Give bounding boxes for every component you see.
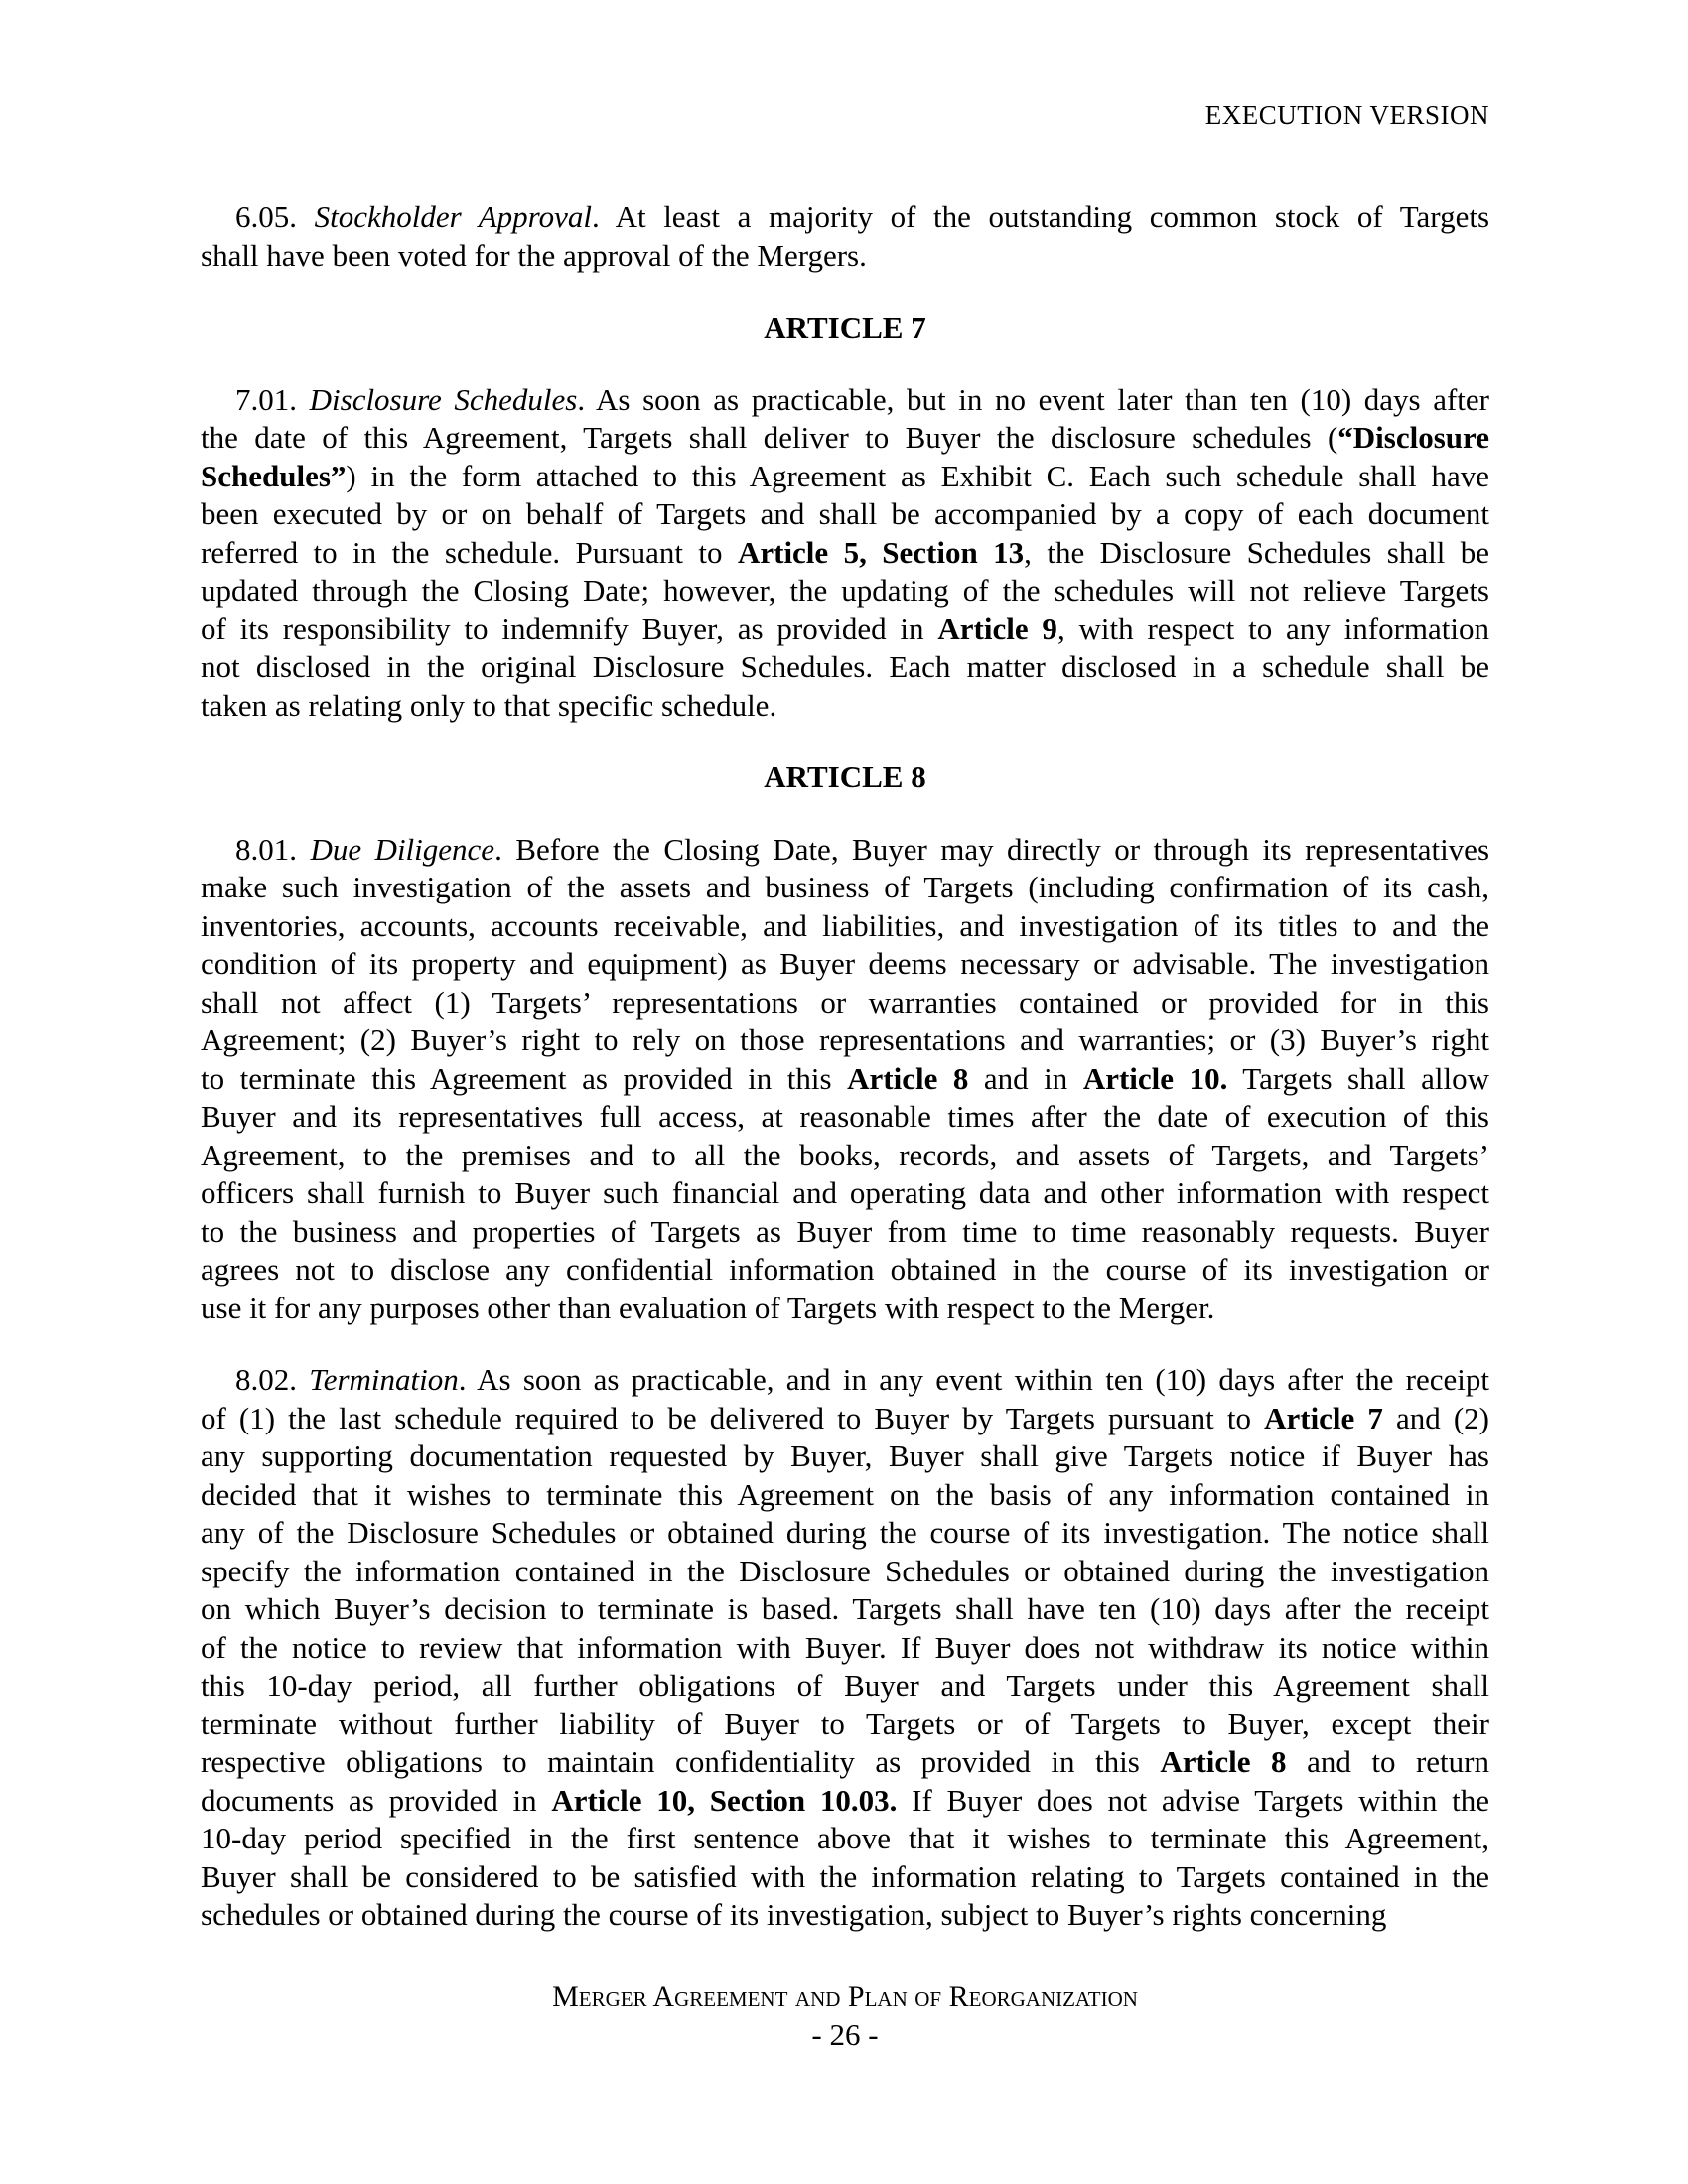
text-line [201,1290,1489,1328]
text-line [201,648,1489,687]
paragraph-7.01 [201,381,1489,726]
footer-doc-title: Merger Agreement and Plan of Reorganization [552,1979,1138,2013]
text-run: specify the information contained in the Disclosure Schedules or obtained during the investigation [201,1553,1489,1588]
text-line [201,1437,1489,1476]
text-line [201,1858,1489,1897]
text-run: Targets shall allow [1227,1060,1490,1096]
text-line [201,495,1489,534]
text-run: . Before the Closing Date, Buyer may directly or through its representatives [494,831,1490,867]
text-line [201,1213,1489,1252]
text-line [201,381,1489,420]
text-run: . As soon as practicable, and in any event within ten (10) days after the receipt [458,1362,1489,1397]
text-run: to the business and properties of Targets as Buyer from time to time reasonably requests. Buyer [201,1213,1489,1249]
text-run: Article 10, Section 10.03. [551,1782,898,1818]
text-line [201,907,1489,946]
text-line [201,1553,1489,1591]
text-run: Article 5, Section 13 [737,534,1025,570]
text-line [201,984,1489,1023]
paragraph-8.02 [201,1361,1489,1935]
document-body [201,199,1489,1935]
text-run: referred to in the schedule. Pursuant to [201,534,738,570]
text-run: of (1) the last schedule required to be delivered to Buyer by Targets pursuant to [201,1400,1265,1435]
text-line [201,869,1489,907]
text-run: and in [968,1060,1083,1096]
text-run: of its responsibility to indemnify Buyer, as provided in [201,611,938,646]
text-run: Buyer shall be considered to be satisfied with the information relating to Targets contained in the [201,1858,1489,1894]
text-run: 8.01. [235,831,311,867]
text-line [201,1361,1489,1400]
text-run: this 10-day period, all further obligations of Buyer and Targets under this Agreement shall [201,1668,1489,1703]
text-run: condition of its property and equipment) as Buyer deems necessary or advisable. The investigation [201,946,1489,981]
text-line [201,1629,1489,1668]
text-run: updated through the Closing Date; however, the updating of the schedules will not relieve Targets [201,573,1489,608]
text-run: any of the Disclosure Schedules or obtained during the course of its investigation. The notice shall [201,1515,1489,1550]
text-line [201,611,1489,649]
text-run: Schedules” [201,458,347,493]
text-run: the date of this Agreement, Targets shall deliver to Buyer the disclosure schedules ( [201,420,1338,455]
text-run: and to return [1286,1744,1489,1779]
text-line [201,1820,1489,1858]
text-run: Agreement; (2) Buyer’s right to rely on those representations and warranties; or (3) Buyer’s right [201,1023,1489,1057]
text-line [201,1137,1489,1175]
text-run: decided that it wishes to terminate this Agreement on the basis of any information contained in [201,1476,1489,1512]
text-line [201,1174,1489,1213]
text-run: documents as provided in [201,1782,552,1818]
text-run: any supporting documentation requested by Buyer, Buyer shall give Targets notice if Buyer has [201,1438,1489,1473]
text-run: Agreement, to the premises and to all the books, records, and assets of Targets, and Targets’ [201,1137,1489,1172]
text-run: Article 8 [1160,1744,1287,1779]
text-line [201,831,1489,870]
text-line [201,945,1489,984]
text-line [201,199,1489,237]
text-line [201,419,1489,458]
article-heading: ARTICLE 8 [764,759,926,794]
text-run: Disclosure Schedules [309,381,578,417]
text-run: on which Buyer’s decision to terminate is based. Targets shall have ten (10) days after the receipt [201,1591,1489,1626]
text-line [201,1400,1489,1438]
text-run: 8.02. [235,1362,310,1397]
text-run: Stockholder Approval [314,200,592,234]
text-run: “Disclosure [1337,420,1489,455]
text-run: officers shall furnish to Buyer such financial and operating data and other information with respect [201,1175,1489,1210]
text-run: been executed by or on behalf of Targets and shall be accompanied by a copy of each document [201,496,1489,531]
paragraph-6.05 [201,199,1489,275]
text-line [201,1706,1489,1744]
paragraph-8.01 [201,831,1489,1328]
text-line [201,687,1489,726]
text-line [201,1060,1489,1099]
text-line [201,1667,1489,1706]
text-line [201,237,1489,276]
text-run: of the notice to review that information with Buyer. If Buyer does not withdraw its notice within [201,1629,1489,1665]
text-run: ) in the form attached to this Agreement as Exhibit C. Each such schedule shall have [346,458,1489,493]
text-run: to terminate this Agreement as provided in this [201,1060,848,1096]
text-run: shall have been voted for the approval of the Mergers. [201,237,867,273]
text-run: not disclosed in the original Disclosure Schedules. Each matter disclosed in a schedule shall be [201,649,1489,684]
text-run: respective obligations to maintain confidentiality as provided in this [201,1744,1161,1779]
text-run: shall not affect (1) Targets’ representations or warranties contained or provided for in this [201,984,1489,1020]
text-run: use it for any purposes other than evaluation of Targets with respect to the Merger. [201,1290,1215,1325]
text-line [201,1476,1489,1515]
text-run: Due Diligence [310,831,495,867]
text-run: If Buyer does not advise Targets within the [897,1782,1489,1818]
page-number: - 26 - [811,2016,879,2052]
text-run: 10-day period specified in the first sentence above that it wishes to terminate this Agreement, [201,1821,1489,1855]
text-line [201,1098,1489,1137]
text-line [201,1743,1489,1782]
text-run: and (2) [1382,1400,1489,1435]
text-line [201,1782,1489,1821]
text-run: Article 8 [847,1060,969,1096]
text-run: inventories, accounts, accounts receivable, and liabilities, and investigation of its titles to and the [201,907,1489,943]
text-line [201,534,1489,573]
text-run: terminate without further liability of Buyer to Targets or of Targets to Buyer, except their [201,1706,1489,1741]
text-run: Article 10. [1082,1060,1228,1096]
text-run: . As soon as practicable, but in no event later than ten (10) days after [577,381,1489,417]
article-heading: ARTICLE 7 [764,310,926,344]
text-run: Buyer and its representatives full access, at reasonable times after the date of execution of this [201,1099,1489,1134]
text-run: Termination [309,1362,459,1397]
text-run: . At least a majority of the outstanding common stock of Targets [591,200,1490,234]
text-run: 6.05. [235,200,315,234]
text-run: taken as relating only to that specific schedule. [201,687,777,723]
text-line [201,1514,1489,1553]
page-footer [201,1979,1489,2054]
execution-version-label: EXECUTION VERSION [1204,100,1489,130]
text-run: agrees not to disclose any confidential information obtained in the course of its investigation or [201,1252,1489,1287]
text-run: , the Disclosure Schedules shall be [1024,534,1489,570]
text-line [201,1251,1489,1290]
text-run: 7.01. [235,381,310,417]
text-run: make such investigation of the assets and business of Targets (including confirmation of its cash, [201,870,1489,904]
text-line [201,1590,1489,1629]
text-run: schedules or obtained during the course of its investigation, subject to Buyer’s rights concerning [201,1897,1387,1932]
text-line [201,1022,1489,1060]
text-line [201,1896,1489,1935]
text-line [201,458,1489,496]
text-run: Article 7 [1264,1400,1383,1435]
text-run: , with respect to any information [1056,611,1489,646]
text-run: Article 9 [937,611,1057,646]
text-line [201,572,1489,611]
